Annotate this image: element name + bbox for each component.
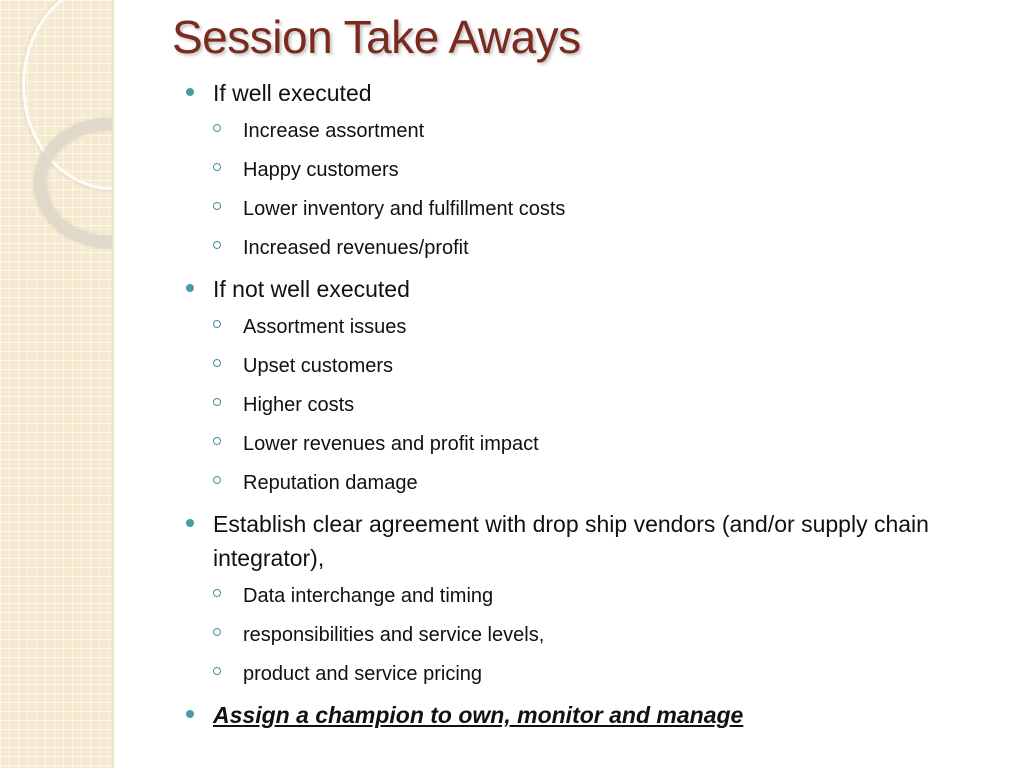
sub-bullet-item (213, 347, 976, 386)
bullet-dot-icon (186, 284, 194, 292)
ring-bullet-icon (213, 437, 221, 445)
sub-bullet-item (213, 386, 976, 425)
sub-bullet-text: Increased revenues/profit (243, 237, 469, 259)
bullet-dot-icon (186, 710, 194, 718)
sub-bullet-list (213, 308, 976, 503)
slide-content (186, 76, 976, 732)
ring-bullet-icon (213, 628, 221, 636)
sub-bullet-item (213, 655, 976, 694)
sub-bullet-text: Reputation damage (243, 472, 418, 494)
ring-bullet-icon (213, 124, 221, 132)
sub-bullet-item (213, 616, 976, 655)
sub-bullet-item (213, 229, 976, 268)
sub-bullet-item (213, 112, 976, 151)
bullet-text: If well executed (213, 80, 372, 106)
sub-bullet-item (213, 308, 976, 347)
sub-bullet-list (213, 577, 976, 694)
sub-bullet-item (213, 577, 976, 616)
bullet-item (186, 698, 976, 732)
ring-bullet-icon (213, 241, 221, 249)
sub-bullet-text: Data interchange and timing (243, 585, 494, 607)
sub-bullet-text: Assortment issues (243, 316, 407, 338)
slide-title: Session Take Aways (172, 11, 581, 63)
sub-bullet-item (213, 464, 976, 503)
sub-bullet-text: responsibilities and service levels, (243, 624, 545, 646)
decorative-sidebar (0, 0, 112, 768)
sub-bullet-text: Lower inventory and fulfillment costs (243, 198, 566, 220)
bullet-item (186, 507, 976, 694)
ring-bullet-icon (213, 476, 221, 484)
bullet-list (186, 76, 976, 732)
sub-bullet-item (213, 151, 976, 190)
bullet-text: Establish clear agreement with drop ship vendors (and/or supply chain integrator), (213, 511, 929, 571)
bullet-dot-icon (186, 519, 194, 527)
bullet-item (186, 76, 976, 268)
bullet-text-emphasized: Assign a champion to own, monitor and manage (213, 702, 744, 728)
sub-bullet-text: Increase assortment (243, 120, 425, 142)
ring-bullet-icon (213, 320, 221, 328)
sub-bullet-text: Upset customers (243, 355, 394, 377)
bullet-dot-icon (186, 88, 194, 96)
sub-bullet-item (213, 425, 976, 464)
sub-bullet-text: product and service pricing (243, 663, 483, 685)
ring-bullet-icon (213, 163, 221, 171)
sub-bullet-text: Lower revenues and profit impact (243, 433, 539, 455)
bullet-text: If not well executed (213, 276, 410, 302)
ring-bullet-icon (213, 202, 221, 210)
sub-bullet-text: Happy customers (243, 159, 399, 181)
ring-bullet-icon (213, 589, 221, 597)
sub-bullet-list (213, 112, 976, 268)
ring-bullet-icon (213, 398, 221, 406)
sub-bullet-item (213, 190, 976, 229)
sub-bullet-text: Higher costs (243, 394, 355, 416)
ring-bullet-icon (213, 359, 221, 367)
bullet-item (186, 272, 976, 503)
ring-bullet-icon (213, 667, 221, 675)
sidebar-divider (112, 0, 115, 768)
